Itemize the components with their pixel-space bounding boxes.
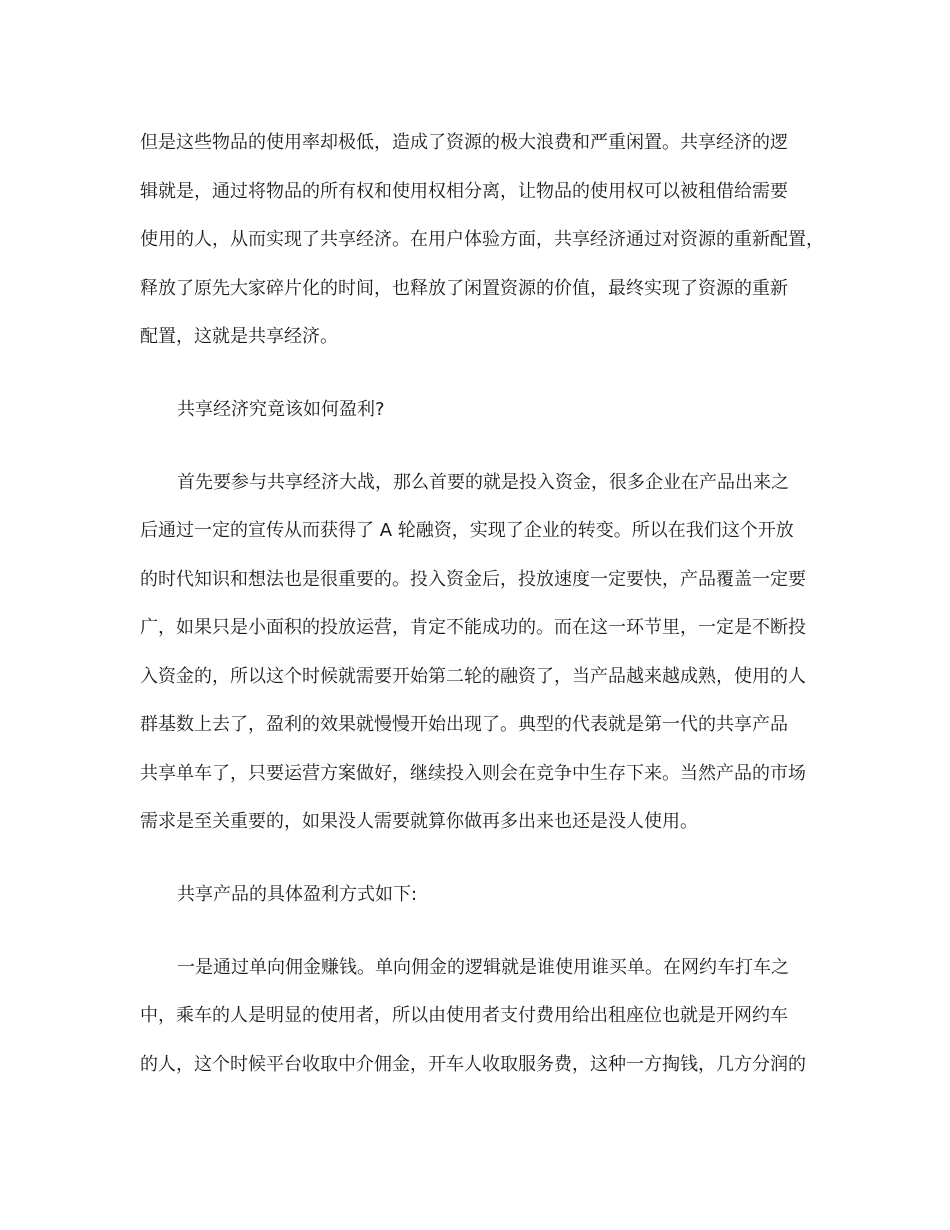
section-intro: 共享产品的具体盈利方式如下: <box>177 884 418 905</box>
text-line: 的人，这个时候平台收取中介佣金，开车人收取服务费，这种一方掏钱，几方分润的 <box>140 1054 806 1075</box>
text-line: 使用的人，从而实现了共享经济。在用户体验方面，共享经济通过对资源的重新配置， <box>140 229 824 250</box>
text-line: 辑就是，通过将物品的所有权和使用权相分离，让物品的使用权可以被租借给需要 <box>140 181 788 202</box>
text-line: 群基数上去了，盈利的效果就慢慢开始出现了。典型的代表就是第一代的共享产品 <box>140 714 788 735</box>
text-line: 后通过一定的宣传从而获得了 A 轮融资，实现了企业的转变。所以在我们这个开放 <box>140 520 794 541</box>
text-line: 共享单车了，只要运营方案做好，继续投入则会在竞争中生存下来。当然产品的市场 <box>140 763 806 784</box>
text-line: 配置，这就是共享经济。 <box>140 326 338 347</box>
section-question: 共享经济究竟该如何盈利? <box>177 399 385 420</box>
text-line: 广，如果只是小面积的投放运营，肯定不能成功的。而在这一环节里，一定是不断投 <box>140 617 806 638</box>
text-line: 的时代知识和想法也是很重要的。投入资金后，投放速度一定要快，产品覆盖一定要 <box>140 569 806 590</box>
text-line: 中，乘车的人是明显的使用者，所以由使用者支付费用给出租座位也就是开网约车 <box>140 1005 788 1026</box>
text-line: 释放了原先大家碎片化的时间，也释放了闲置资源的价值，最终实现了资源的重新 <box>140 278 788 299</box>
text-line: 首先要参与共享经济大战，那么首要的就是投入资金，很多企业在产品出来之 <box>177 472 789 493</box>
text-line: 入资金的，所以这个时候就需要开始第二轮的融资了，当产品越来越成熟，使用的人 <box>140 666 806 687</box>
text-line: 一是通过单向佣金赚钱。单向佣金的逻辑就是谁使用谁买单。在网约车打车之 <box>177 957 789 978</box>
text-line: 需求是至关重要的，如果没人需要就算你做再多出来也还是没人使用。 <box>140 811 698 832</box>
text-line: 但是这些物品的使用率却极低，造成了资源的极大浪费和严重闲置。共享经济的逻 <box>140 132 788 153</box>
